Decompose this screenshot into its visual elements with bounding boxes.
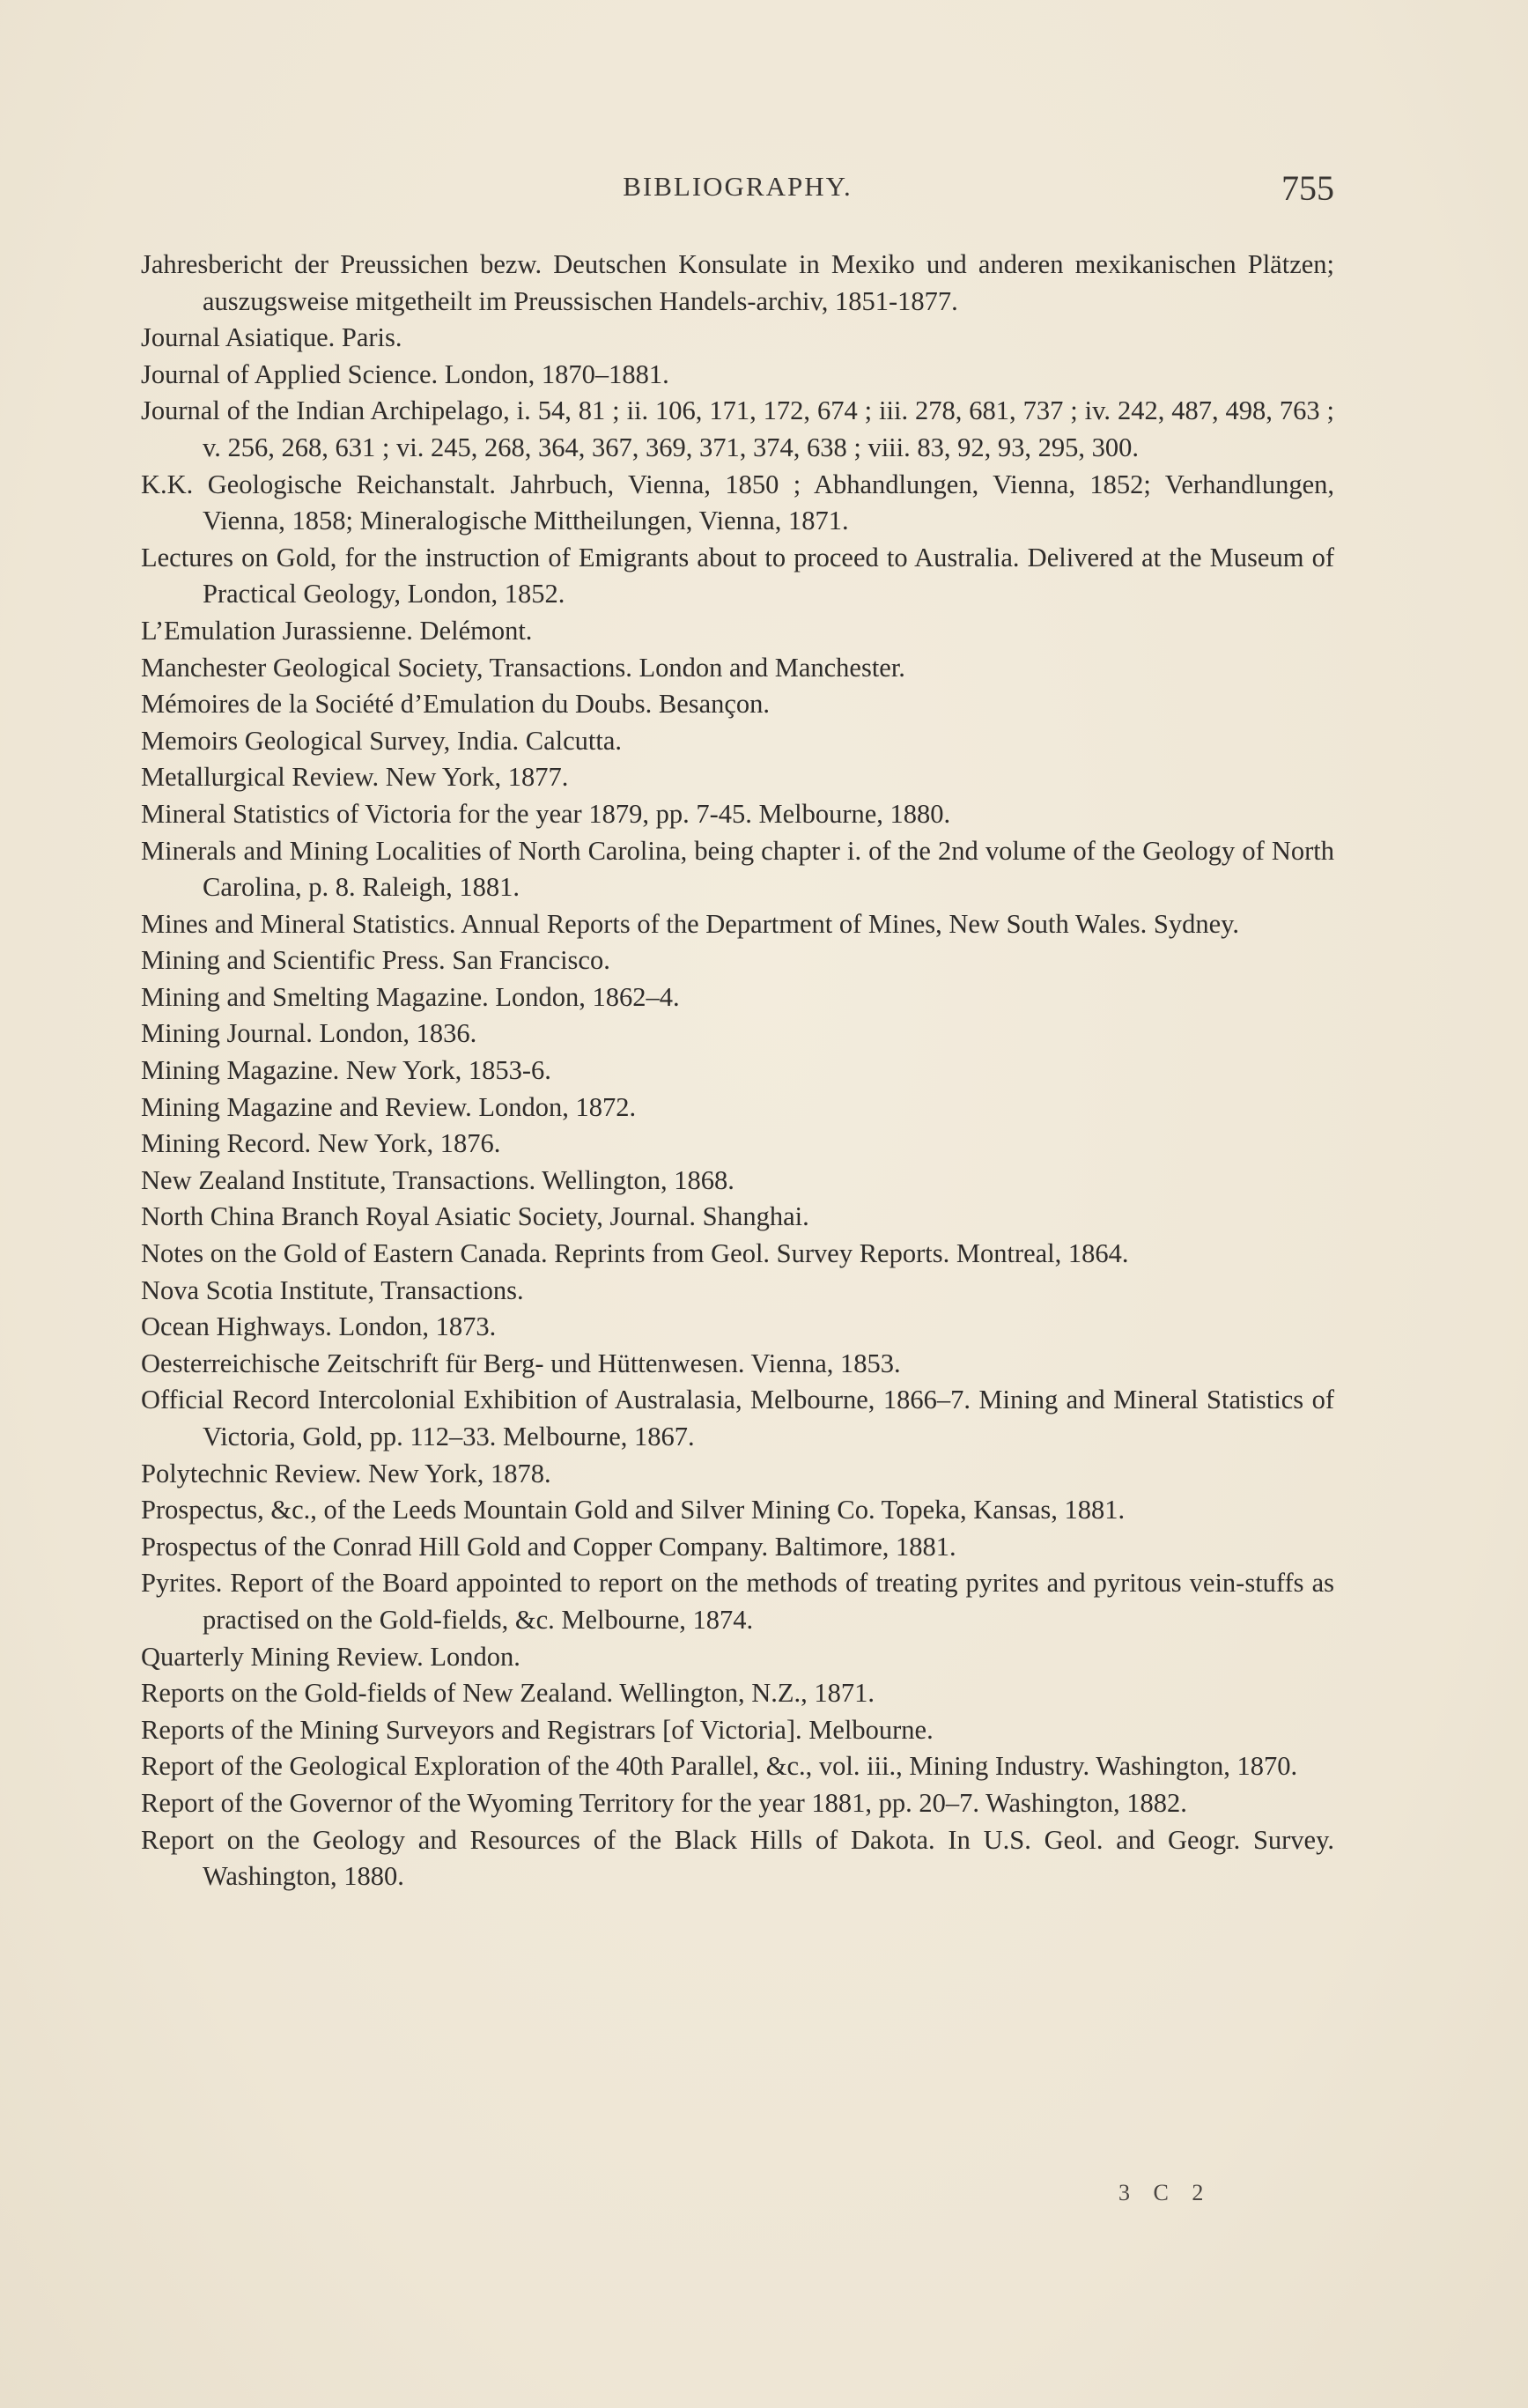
bibliography-entry: Mines and Mineral Statistics. Annual Reports of the Department of Mines, New South Wales. Sydney. xyxy=(141,908,1240,939)
bibliography-entry: Reports of the Mining Surveyors and Registrars [of Victoria]. Melbourne. xyxy=(141,1714,934,1745)
bibliography-entry: Lectures on Gold, for the instruction of Emigrants about to proceed to Australia. Delivered at the Museum of Practical Geology, London, 1852. xyxy=(141,542,1334,609)
bibliography-entry: Journal of Applied Science. London, 1870–1881. xyxy=(141,358,669,389)
bibliography-entry: Manchester Geological Society, Transactions. London and Manchester. xyxy=(141,652,905,683)
bibliography-entry: Mineral Statistics of Victoria for the year 1879, pp. 7-45. Melbourne, 1880. xyxy=(141,798,951,829)
bibliography-entry: North China Branch Royal Asiatic Society, Journal. Shanghai. xyxy=(141,1201,809,1232)
bibliography-entry: Prospectus of the Conrad Hill Gold and Copper Company. Baltimore, 1881. xyxy=(141,1531,956,1562)
bibliography-entry: Mining Journal. London, 1836. xyxy=(141,1018,477,1049)
bibliography-entry: Report on the Geology and Resources of the Black Hills of Dakota. In U.S. Geol. and Geogr. Survey. Washington, 1880. xyxy=(141,1824,1334,1892)
page-number: 755 xyxy=(1281,168,1334,208)
bibliography-entry: Polytechnic Review. New York, 1878. xyxy=(141,1458,551,1488)
bibliography-list xyxy=(141,247,1334,1895)
bibliography-entry: Mining Magazine. New York, 1853-6. xyxy=(141,1055,551,1086)
bibliography-entry: Nova Scotia Institute, Transactions. xyxy=(141,1274,524,1305)
running-head xyxy=(141,167,1334,220)
bibliography-entry: Minerals and Mining Localities of North Carolina, being chapter i. of the 2nd volume of the Geology of North Carolina, p. 8. Raleigh, 1881. xyxy=(141,835,1334,903)
bibliography-entry: Jahresbericht der Preussichen bezw. Deutschen Konsulate in Mexiko und anderen mexikanischen Plätzen; auszugsweise mitgetheilt im Preussischen Handels-archiv, 1851-1877. xyxy=(141,249,1334,316)
bibliography-entry: Prospectus, &c., of the Leeds Mountain Gold and Silver Mining Co. Topeka, Kansas, 1881. xyxy=(141,1495,1126,1525)
bibliography-entry: Metallurgical Review. New York, 1877. xyxy=(141,762,569,793)
bibliography-entry: Oesterreichische Zeitschrift für Berg- und Hüttenwesen. Vienna, 1853. xyxy=(141,1348,901,1378)
bibliography-entry: Reports on the Gold-fields of New Zealand. Wellington, N.Z., 1871. xyxy=(141,1678,875,1709)
bibliography-entry: Official Record Intercolonial Exhibition of Australasia, Melbourne, 1866–7. Mining and Mineral Statistics of Victoria, Gold, pp. 112–33. Melbourne, 1867. xyxy=(141,1385,1334,1451)
signature-mark: 3 C 2 xyxy=(1118,2180,1213,2205)
bibliography-entry: L’Emulation Jurassienne. Delémont. xyxy=(141,615,533,646)
bibliography-entry: Journal Asiatique. Paris. xyxy=(141,322,402,353)
bibliography-entry: Mining and Smelting Magazine. London, 1862–4. xyxy=(141,981,680,1012)
bibliography-entry: Mining and Scientific Press. San Francisco. xyxy=(141,945,610,976)
bibliography-entry: Pyrites. Report of the Board appointed to report on the methods of treating pyrites and pyritous vein-stuffs as practised on the Gold-fields, &c. Melbourne, 1874. xyxy=(141,1568,1334,1635)
bibliography-entry: Quarterly Mining Review. London. xyxy=(141,1641,520,1672)
bibliography-entry: Memoirs Geological Survey, India. Calcutta. xyxy=(141,725,623,756)
bibliography-entry: Report of the Geological Exploration of the 40th Parallel, &c., vol. iii., Mining Industry. Washington, 1870. xyxy=(141,1751,1298,1782)
bibliography-entry: New Zealand Institute, Transactions. Wellington, 1868. xyxy=(141,1164,734,1195)
bibliography-entry: Ocean Highways. London, 1873. xyxy=(141,1311,497,1342)
bibliography-entry: Mémoires de la Société d’Emulation du Doubs. Besançon. xyxy=(141,689,771,720)
bibliography-entry: Mining Magazine and Review. London, 1872. xyxy=(141,1091,637,1122)
bibliography-entry: Mining Record. New York, 1876. xyxy=(141,1128,501,1159)
bibliography-entry: Report of the Governor of the Wyoming Territory for the year 1881, pp. 20–7. Washington, 1882. xyxy=(141,1787,1187,1818)
running-title: BIBLIOGRAPHY. xyxy=(623,171,853,202)
bibliography-entry: K.K. Geologische Reichanstalt. Jahrbuch, Vienna, 1850 ; Abhandlungen, Vienna, 1852; Verhandlungen, Vienna, 1858; Mineralogische Mittheilungen, Vienna, 1871. xyxy=(141,469,1334,536)
bibliography-entry: Notes on the Gold of Eastern Canada. Reprints from Geol. Survey Reports. Montreal, 1864. xyxy=(141,1238,1129,1269)
bibliography-entry: Journal of the Indian Archipelago, i. 54, 81 ; ii. 106, 171, 172, 674 ; iii. 278, 681, 737 ; iv. 242, 487, 498, 763 ; v. 256, 268, 631 ; vi. 245, 268, 364, 367, 369, 371, 374, 638 ; viii. 83, 92, 93, 295, 300. xyxy=(141,395,1334,462)
